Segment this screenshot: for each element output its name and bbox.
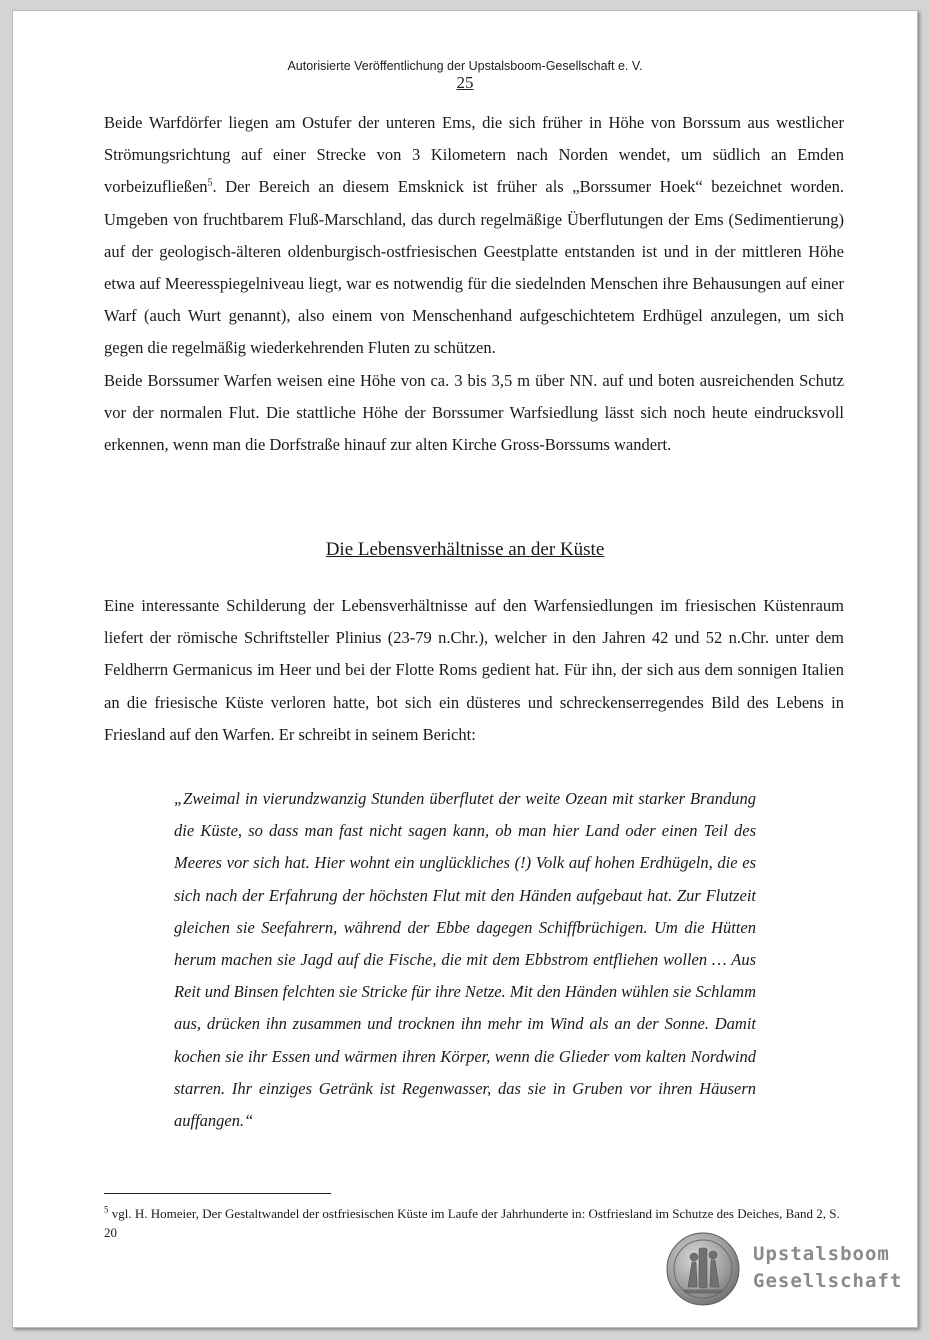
document-page xyxy=(12,10,918,1328)
upstalsboom-seal-icon xyxy=(666,1232,740,1306)
footnote-text: vgl. H. Homeier, Der Gestaltwandel der ostfriesischen Küste im Laufe der Jahrhunderte in: Ostfriesland im Schutze des Deiches, Band 2, S. 20 xyxy=(104,1206,840,1240)
section-paragraph: Eine interessante Schilderung der Lebensverhältnisse auf den Warfensiedlungen im friesischen Küstenraum liefert der römische Schriftsteller Plinius (23-79 n.Chr.), welcher in den Jahren 42 und 52 n.Chr. unter dem Feldherrn Germanicus im Heer und bei der Flotte Roms gedient hat. Für ihn, der sich aus dem sonnigen Italien an die friesische Küste verloren hatte, bot sich ein düsteres und schreckenserregendes Bild des Lebens in Friesland auf den Warfen. Er schreibt in seinem Bericht: xyxy=(104,596,844,744)
paragraph-warfen-hoehe: Beide Borssumer Warfen weisen eine Höhe von ca. 3 bis 3,5 m über NN. auf und boten ausreichenden Schutz vor der normalen Flut. Die stattliche Höhe der Borssumer Warfsiedlung lässt sich noch heute eindrucksvoll erkennen, wenn man die Dorfstraße hinauf zur alten Kirche Gross-Borssums wandert. xyxy=(104,370,844,455)
footnote-marker: 5 xyxy=(104,1204,109,1215)
paragraph-text: . Der Bereich an diesem Emsknick ist früher als „Borssumer Hoek“ bezeichnet worden. Umgeben von fruchtbarem Fluß-Marschland, das durch regelmäßige Überflutungen der Ems (Sedimentierung) auf der geologisch-älteren oldenburgisch-ostfriesischen Geestplatte entstanden ist und in der mittleren Höhe etwa auf Meeresspiegelniveau liegt, war es notwendig für die siedelnden Menschen ihre Behausungen auf einer Warf (auch Wurt genannt), also einem von Menschenhand aufgeschichtetem Erdhügel anzulegen, um sich gegen die regelmäßig wiederkehrenden Fluten zu schützen. xyxy=(104,177,844,358)
footnote-divider xyxy=(104,1193,331,1194)
footnote-reference[interactable]: 5 xyxy=(207,177,213,189)
page-number: 25 xyxy=(456,73,474,92)
paragraph-text: Beide Warfdörfer liegen am Ostufer der unteren Ems, die sich früher in Höhe von Borssum aus westlicher Strömungsrichtung auf einer Strecke von 3 Kilometern nach Norden wendet, um südlich an Emden vorbeizufließen xyxy=(104,113,844,197)
section-heading: Die Lebensverhältnisse an der Küste xyxy=(325,539,605,560)
header-publisher-line: Autorisierte Veröffentlichung der Upstalsboom-Gesellschaft e. V. xyxy=(287,59,643,73)
brand-line-1: Upstalsboom xyxy=(753,1243,890,1265)
plinius-quote: „Zweimal in vierundzwanzig Stunden überflutet der weite Ozean mit starker Brandung die Küste, so dass man fast nicht sagen kann, ob man hier Land oder einen Teil des Meeres vor sich hat. Hier wohnt ein unglückliches (!) Volk auf hohen Erdhügeln, die es sich nach der Erfahrung der höchsten Flut mit den Händen aufgebaut hat. Zur Flutzeit gleichen sie Seefahrern, während der Ebbe dagegen Schiffbrüchigen. Um die Hütten herum machen sie Jagd auf die Fische, die mit dem Ebbstrom entfliehen wollen … Aus Reit und Binsen felchten sie Stricke für ihre Netze. Mit den Händen wühlen sie Schlamm aus, drücken ihn zusammen und trocknen ihn mehr im Wind als an der Sonne. Damit kochen sie ihr Essen und wärmen ihren Körper, wenn die Glieder vom kalten Nordwind starren. Ihr einziges Getränk ist Regenwasser, das sie in Gruben vor ihren Häusern auffangen.“ xyxy=(174,789,756,1131)
paragraph-warfdoerfer xyxy=(104,107,844,365)
brand-wordmark xyxy=(753,1241,913,1295)
body-text xyxy=(104,107,844,461)
brand-line-2: Gesellschaft xyxy=(753,1270,903,1292)
